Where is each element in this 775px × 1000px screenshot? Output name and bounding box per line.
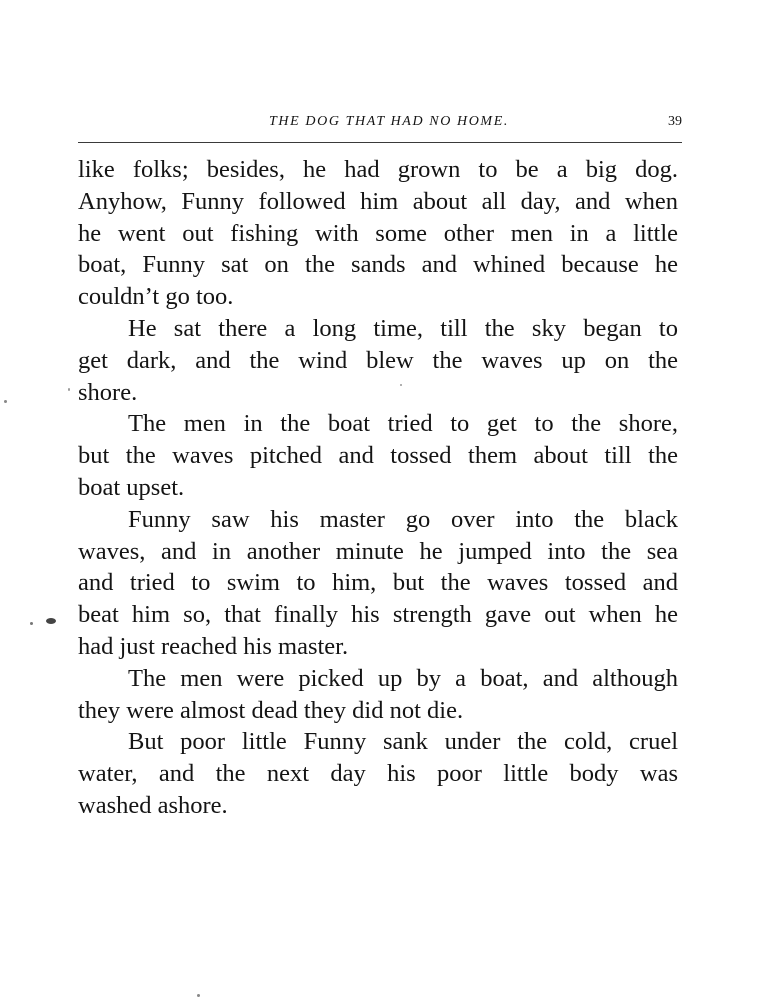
text-line: boat, Funny sat on the sands and whined because he [78, 251, 678, 279]
text-line: Funny saw his master go over into the black [128, 505, 678, 533]
text-line: waves, and in another minute he jumped into the sea [78, 537, 678, 565]
text-line: The men in the boat tried to get to the shore, [128, 410, 678, 438]
page-header [78, 112, 682, 136]
text-line: like folks; besides, he had grown to be a big dog. [78, 156, 678, 183]
text-line: beat him so, that finally his strength gave out when he [78, 601, 678, 629]
scan-speck [400, 384, 402, 386]
text-line: The men were picked up by a boat, and although [128, 664, 678, 692]
text-line: he went out fishing with some other men in a little [78, 219, 678, 247]
text-line: couldn’t go too. [78, 283, 234, 311]
text-line: boat upset. [78, 473, 185, 501]
page-number: 39 [668, 114, 682, 129]
scan-speck [30, 622, 33, 625]
text-line: they were almost dead they did not die. [78, 696, 464, 724]
text-line: But poor little Funny sank under the cold, cruel [128, 728, 678, 756]
text-line: water, and the next day his poor little body was [78, 760, 678, 788]
scan-speck [197, 994, 200, 997]
scan-speck [68, 388, 70, 391]
header-rule [78, 142, 682, 143]
text-line: Anyhow, Funny followed him about all day, and when [78, 187, 678, 215]
scan-speck [4, 400, 7, 403]
scan-speck [46, 618, 56, 624]
body-text [78, 154, 678, 822]
running-head: THE DOG THAT HAD NO HOME. [269, 114, 509, 129]
text-line: but the waves pitched and tossed them about till the [78, 442, 678, 470]
text-line: He sat there a long time, till the sky began to [128, 314, 678, 342]
text-line: had just reached his master. [78, 632, 349, 660]
text-line: and tried to swim to him, but the waves tossed and [78, 569, 678, 597]
text-line: washed ashore. [78, 791, 228, 819]
text-line: get dark, and the wind blew the waves up on the [78, 346, 678, 374]
text-line: shore. [78, 378, 138, 406]
